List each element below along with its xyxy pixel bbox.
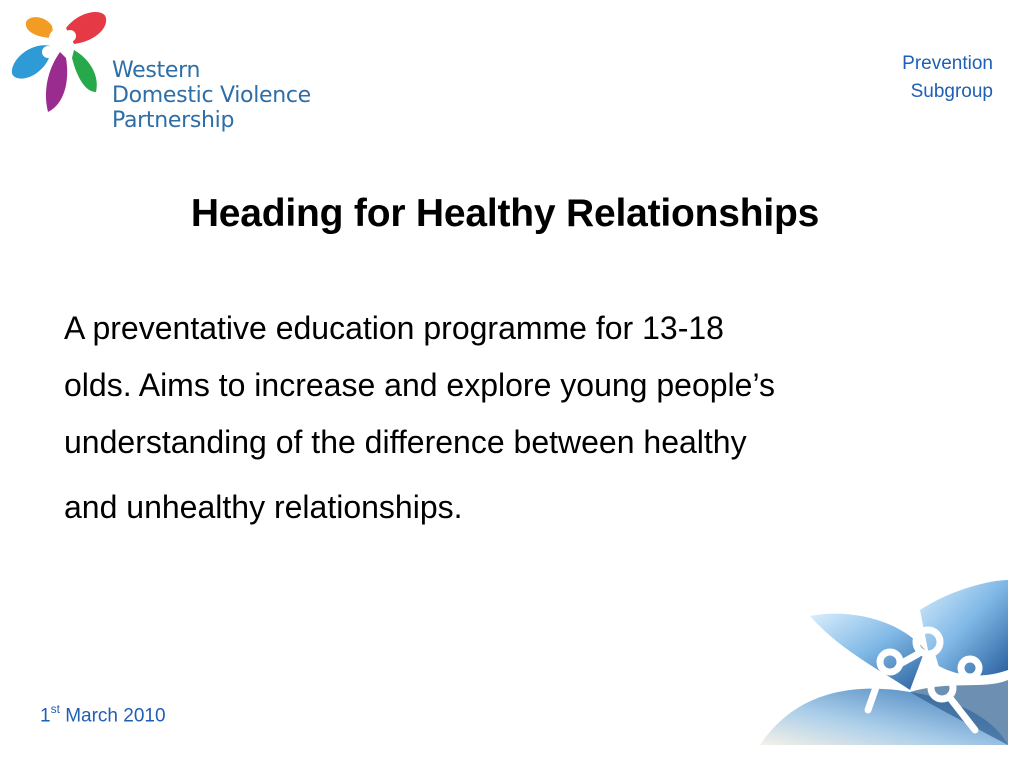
date-suffix: st <box>50 702 60 716</box>
slide-body <box>64 300 974 536</box>
logo-line-1: Western <box>112 58 201 83</box>
subgroup-line-2: Subgroup <box>910 81 993 102</box>
sky-butterfly-decoration <box>760 580 1010 748</box>
date-day: 1 <box>40 705 51 727</box>
subgroup-label <box>902 50 993 106</box>
body-line-1: A preventative education programme for 13-18 <box>64 310 724 346</box>
slide-title: Heading for Healthy Relationships <box>190 192 820 235</box>
logo-line-2: Domestic Violence <box>112 83 311 108</box>
subgroup-line-1: Prevention <box>902 53 993 74</box>
date-rest: March 2010 <box>59 705 166 727</box>
slide-date <box>40 703 166 727</box>
logo-line-3: Partnership <box>112 108 235 133</box>
body-line-4: and unhealthy relationships. <box>64 489 463 525</box>
body-line-2: olds. Aims to increase and explore young people’s <box>64 367 775 403</box>
body-line-3: understanding of the difference between healthy <box>64 424 747 460</box>
wdvp-logo <box>8 8 328 133</box>
logo-wordmark <box>112 58 311 133</box>
butterfly-logo-icon <box>8 8 118 118</box>
